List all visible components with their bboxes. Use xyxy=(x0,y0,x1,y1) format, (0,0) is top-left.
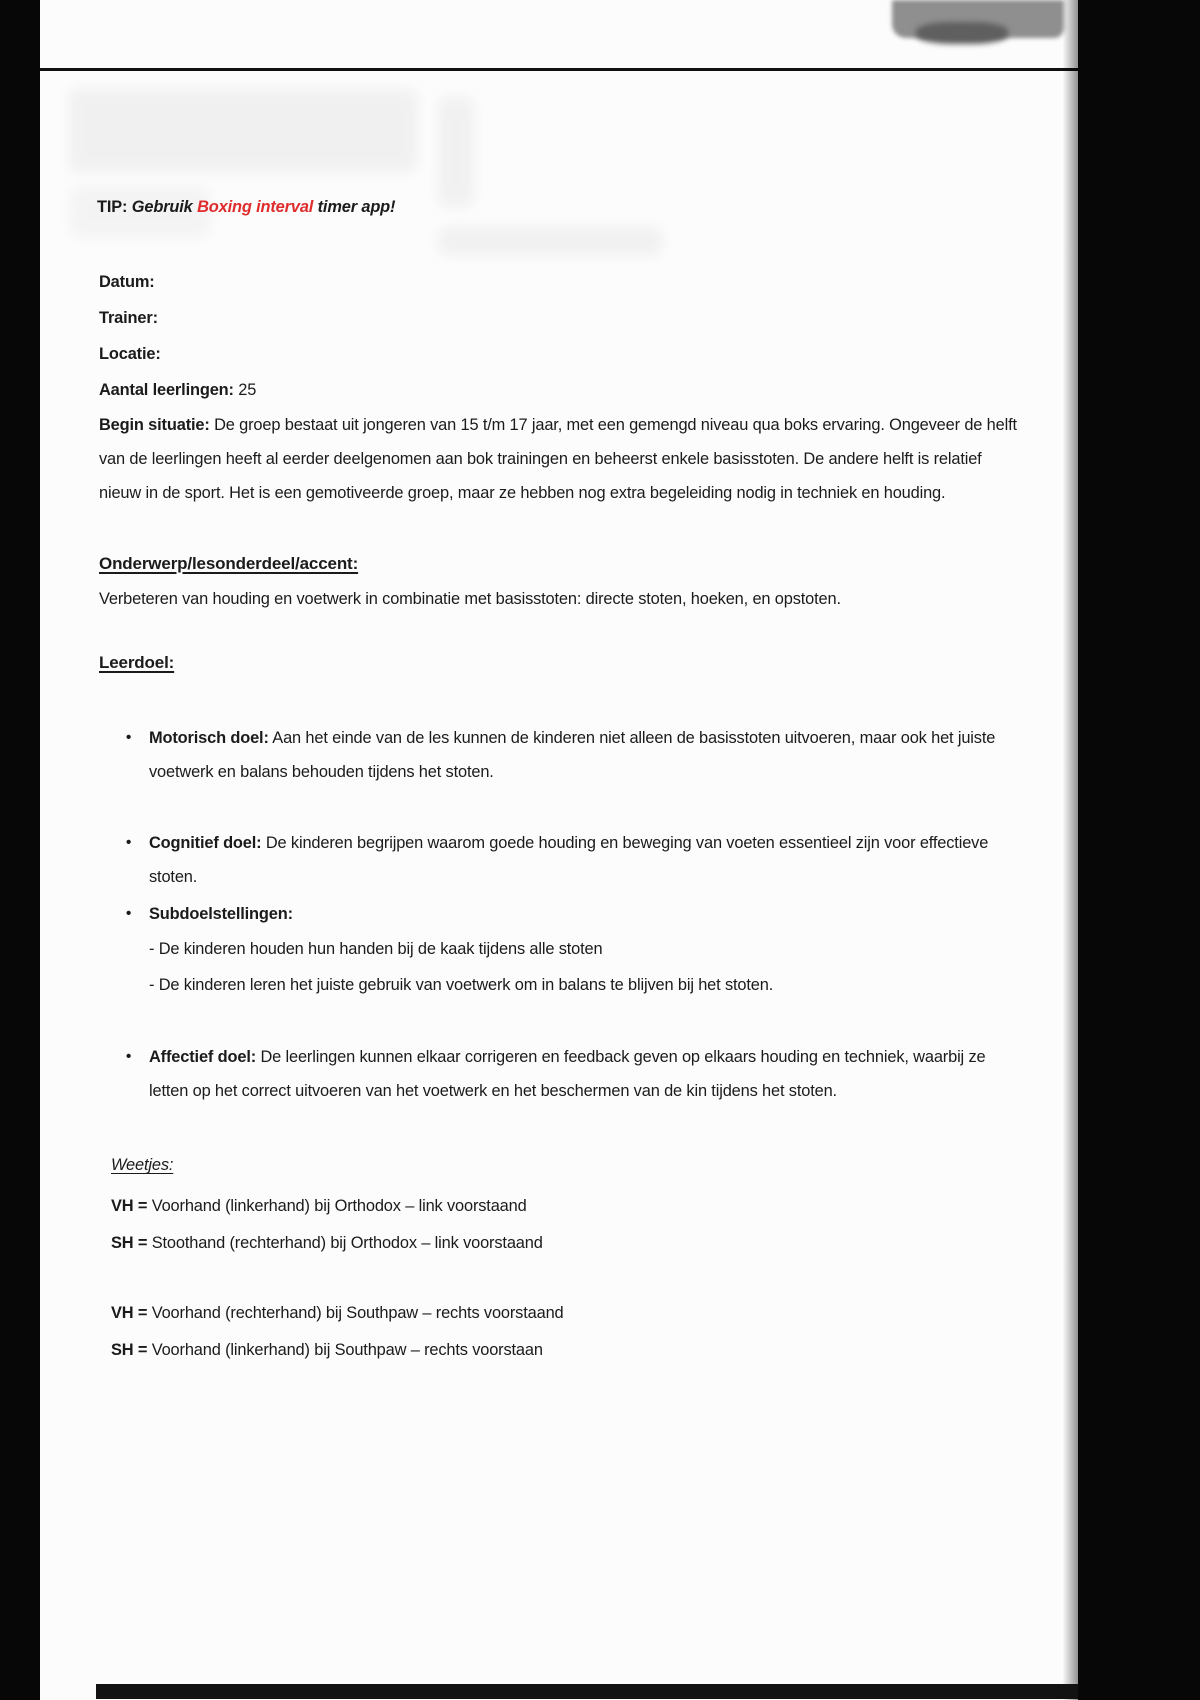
bullet-text: Aan het einde van de les kunnen de kinderen niet alleen de basisstoten uitvoeren, maar ook het juiste voetwerk en balans behouden tijdens het stoten. xyxy=(149,729,996,781)
scan-artifact-ghost xyxy=(68,88,418,173)
field-value: 25 xyxy=(238,381,257,399)
tip-label: TIP: xyxy=(97,198,128,216)
weetjes-heading: Weetjes: xyxy=(111,1156,174,1174)
scan-artifact-ghost xyxy=(438,226,663,256)
weetje-text: Voorhand (rechterhand) bij Southpaw – rechts voorstaand xyxy=(151,1304,564,1322)
weetje-text: Voorhand (linkerhand) bij Southpaw – rechts voorstaan xyxy=(151,1341,543,1359)
field-label: Trainer: xyxy=(99,309,158,327)
onderwerp-body: Verbeteren van houding en voetwerk in combinatie met basisstoten: directe stoten, hoeken, en opstoten. xyxy=(99,590,841,608)
weetje-label: VH = xyxy=(111,1304,148,1322)
weetje-item xyxy=(111,1188,1011,1225)
bullet-motorisch-doel xyxy=(126,721,1018,789)
field-datum xyxy=(99,264,1017,300)
tip-line xyxy=(97,190,395,224)
subdoel-item: - De kinderen leren het juiste gebruik van voetwerk om in balans te blijven bij het stoten. xyxy=(149,976,774,994)
weetje-text: Stoothand (rechterhand) bij Orthodox – link voorstaand xyxy=(151,1234,543,1252)
tip-post: timer app! xyxy=(317,198,396,216)
field-begin-situatie xyxy=(99,408,1017,510)
document-page xyxy=(40,0,1078,1700)
weetje-label: SH = xyxy=(111,1341,148,1359)
field-trainer xyxy=(99,300,1017,336)
onderwerp-heading: Onderwerp/lesonderdeel/accent: xyxy=(99,554,359,573)
meta-block xyxy=(99,264,1017,510)
tip-text xyxy=(132,198,396,216)
weetjes-group-orthodox xyxy=(111,1188,1011,1262)
weetje-item xyxy=(111,1332,1011,1369)
weetjes-group-southpaw xyxy=(111,1295,1011,1369)
bullet-subdoelstellingen xyxy=(126,897,1018,1003)
scan-artifact-top-right-dark xyxy=(916,22,1008,44)
weetje-label: VH = xyxy=(111,1197,148,1215)
bullet-label: Motorisch doel: xyxy=(149,729,269,747)
tip-pre: Gebruik xyxy=(131,198,193,216)
tip-highlight: Boxing interval xyxy=(197,198,314,216)
field-label: Datum: xyxy=(99,273,155,291)
field-label: Aantal leerlingen: xyxy=(99,381,234,399)
field-value: De groep bestaat uit jongeren van 15 t/m 17 jaar, met een gemengd niveau qua boks ervaring. Ongeveer de helft van de leerlingen heeft al eerder deelgenomen aan bok trainingen en beheerst enkele basisstoten. De andere helft is relatief nieuw in de sport. Het is een gemotiveerde groep, maar ze hebben nog extra begeleiding nodig in techniek en houding. xyxy=(99,416,1017,502)
subdoel-item: - De kinderen houden hun handen bij de kaak tijdens alle stoten xyxy=(149,940,603,958)
scan-artifact-ghost xyxy=(438,96,474,208)
scan-artifact-bottom-bar xyxy=(96,1684,1078,1699)
field-aantal-leerlingen xyxy=(99,372,1017,408)
leerdoel-heading: Leerdoel: xyxy=(99,653,175,672)
field-label: Locatie: xyxy=(99,345,161,363)
bullet-text: De leerlingen kunnen elkaar corrigeren en feedback geven op elkaars houding en techniek, waarbij ze letten op het correct uitvoeren van het voetwerk en het beschermen van de kin tijdens het stoten. xyxy=(149,1048,986,1100)
weetje-text: Voorhand (linkerhand) bij Orthodox – link voorstaand xyxy=(151,1197,527,1215)
bullet-text: De kinderen begrijpen waarom goede houding en beweging van voeten essentieel zijn voor effectieve stoten. xyxy=(149,834,989,886)
section-onderwerp xyxy=(99,546,1017,616)
bullet-label: Cognitief doel: xyxy=(149,834,262,852)
weetje-item xyxy=(111,1295,1011,1332)
weetje-item xyxy=(111,1225,1011,1262)
bullet-affectief-doel xyxy=(126,1040,1018,1108)
subdoelstellingen-list xyxy=(149,931,1018,1003)
bullet-cognitief-doel xyxy=(126,826,1018,894)
field-locatie xyxy=(99,336,1017,372)
scan-edge-shadow xyxy=(1063,0,1078,1700)
weetje-label: SH = xyxy=(111,1234,148,1252)
bullet-label: Affectief doel: xyxy=(149,1048,257,1066)
field-label: Begin situatie: xyxy=(99,416,210,434)
top-divider-line xyxy=(40,68,1078,71)
bullet-label: Subdoelstellingen: xyxy=(149,905,293,923)
